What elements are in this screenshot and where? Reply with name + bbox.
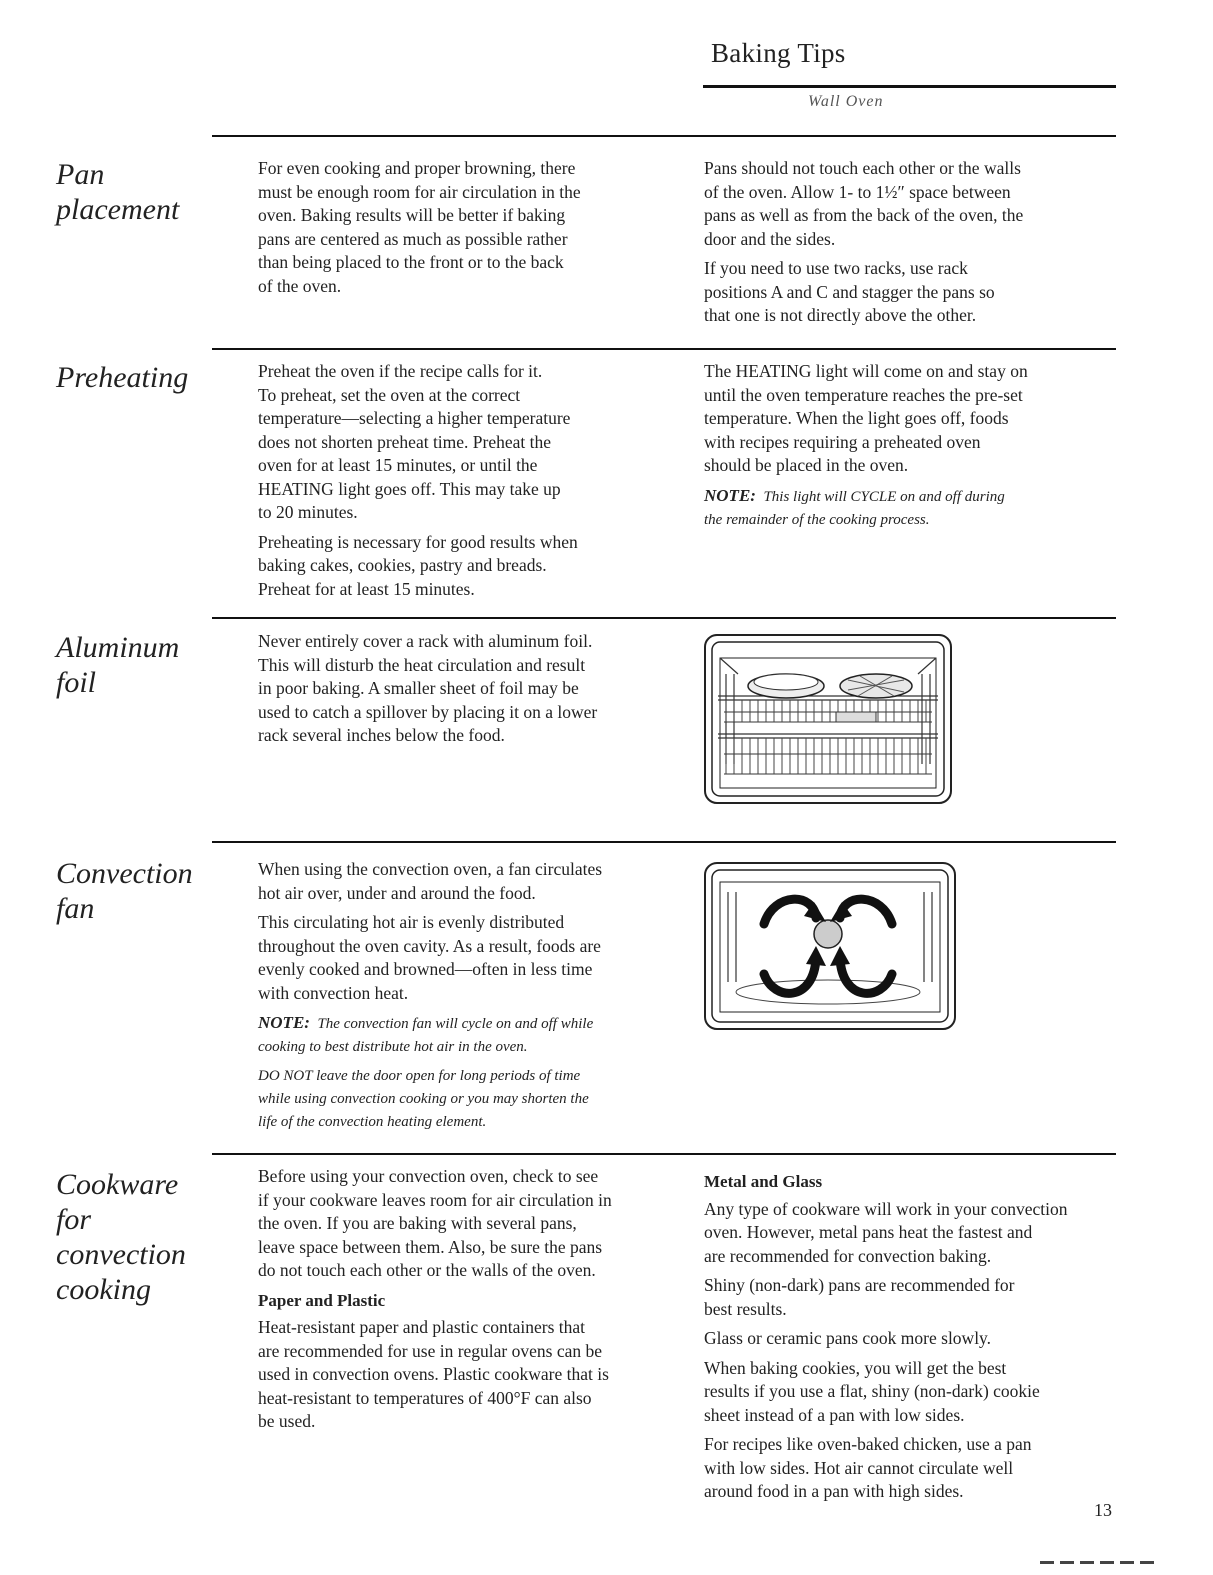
text-line: positions A and C and stagger the pans so bbox=[704, 281, 995, 302]
section-divider bbox=[212, 1153, 1116, 1155]
cookware-right bbox=[704, 1168, 1068, 1510]
heading-pan-placement bbox=[56, 157, 179, 227]
text-line: This will disturb the heat circulation and result bbox=[258, 654, 586, 675]
page-title: Baking Tips bbox=[711, 38, 846, 68]
text-line: if your cookware leaves room for air circulation in bbox=[258, 1189, 612, 1210]
page-subtitle: Wall Oven bbox=[808, 93, 884, 110]
text-line: life of the convection heating element. bbox=[258, 1114, 487, 1130]
heading-aluminum-foil bbox=[56, 630, 179, 700]
text-line: If you need to use two racks, use rack bbox=[704, 258, 968, 278]
metal-glass-heading: Metal and Glass bbox=[704, 1172, 823, 1191]
text-line: For even cooking and proper browning, there bbox=[258, 158, 576, 178]
text-line: Shiny (non-dark) pans are recommended for bbox=[704, 1275, 1015, 1295]
paragraph bbox=[704, 1274, 1068, 1321]
heading-line: for bbox=[56, 1203, 92, 1236]
warning-label: DO NOT bbox=[258, 1068, 313, 1084]
heading-preheating bbox=[56, 360, 188, 395]
text-line: temperature. When the light goes off, foods bbox=[704, 408, 1009, 428]
text-line: should be placed in the oven. bbox=[704, 455, 909, 475]
text-line: Never entirely cover a rack with aluminum foil. bbox=[258, 631, 593, 651]
paragraph bbox=[704, 1357, 1068, 1428]
text-line: heat-resistant to temperatures of 400°F can also bbox=[258, 1387, 592, 1408]
warning-text: leave the door open for long periods of time bbox=[316, 1068, 581, 1084]
paragraph bbox=[258, 1316, 612, 1434]
text-line: Pans should not touch each other or the walls bbox=[704, 158, 1021, 178]
text-line: Before using your convection oven, check to see bbox=[258, 1166, 599, 1186]
preheating-note bbox=[704, 484, 1028, 532]
oven-racks-pies-illustration bbox=[704, 634, 952, 804]
paragraph bbox=[704, 360, 1028, 478]
preheating-left bbox=[258, 360, 578, 607]
text-line: with low sides. Hot air cannot circulate well bbox=[704, 1457, 1014, 1478]
text-line: throughout the oven cavity. As a result, foods are bbox=[258, 935, 601, 956]
heading-line: Cookware bbox=[56, 1168, 179, 1201]
note-text: The convection fan will cycle on and off while bbox=[317, 1016, 594, 1032]
note-text: This light will CYCLE on and off during bbox=[763, 488, 1005, 505]
text-line: pans as well as from the back of the oven, the bbox=[704, 205, 1024, 225]
text-line: with recipes requiring a preheated oven bbox=[704, 431, 981, 452]
text-line bbox=[258, 1011, 602, 1036]
heading-line: cooking bbox=[56, 1273, 151, 1306]
text-line: cooking to best distribute hot air in the oven. bbox=[258, 1039, 528, 1055]
text-line: the oven. If you are baking with several pans, bbox=[258, 1213, 577, 1233]
scan-marks bbox=[1040, 1561, 1160, 1564]
text-line: used to catch a spillover by placing it on a lower bbox=[258, 701, 598, 722]
paragraph bbox=[704, 257, 1023, 328]
paragraph bbox=[704, 1198, 1068, 1269]
text-line: pans are centered as much as possible rather bbox=[258, 228, 568, 249]
text-line: HEATING light goes off. This may take up bbox=[258, 478, 561, 499]
text-line bbox=[704, 484, 1028, 509]
page-number: 13 bbox=[1094, 1500, 1112, 1520]
convection-fan-text bbox=[258, 858, 602, 1140]
heading-line: Convection bbox=[56, 857, 193, 890]
text-line: leave space between them. Also, be sure the pans bbox=[258, 1236, 603, 1257]
paper-plastic-heading: Paper and Plastic bbox=[258, 1290, 386, 1310]
text-line: in poor baking. A smaller sheet of foil may be bbox=[258, 678, 579, 698]
paragraph bbox=[704, 1327, 1068, 1351]
text-line: door and the sides. bbox=[704, 228, 836, 249]
text-line: Preheating is necessary for good results when bbox=[258, 531, 578, 552]
text-line: The HEATING light will come on and stay on bbox=[704, 361, 1028, 381]
section-divider bbox=[212, 348, 1116, 350]
heading-line: Pan bbox=[56, 158, 105, 191]
section-divider bbox=[212, 135, 1116, 137]
note-label: NOTE: bbox=[704, 485, 756, 505]
text-line: Preheat for at least 15 minutes. bbox=[258, 578, 475, 599]
text-line: Heat-resistant paper and plastic containers that bbox=[258, 1317, 586, 1337]
heading-line: Aluminum bbox=[56, 631, 180, 664]
text-line: with convection heat. bbox=[258, 982, 409, 1003]
text-line: rack several inches below the food. bbox=[258, 725, 505, 745]
text-line: does not shorten preheat time. Preheat the bbox=[258, 431, 552, 452]
text-line: the remainder of the cooking process. bbox=[704, 511, 930, 528]
text-line: of the oven. bbox=[258, 275, 342, 296]
text-line: results if you use a flat, shiny (non-dark) cookie bbox=[704, 1381, 1040, 1401]
paragraph bbox=[258, 858, 602, 905]
heading-line: foil bbox=[56, 666, 97, 699]
text-line: around food in a pan with high sides. bbox=[704, 1481, 964, 1501]
text-line: are recommended for convection baking. bbox=[704, 1245, 992, 1266]
paragraph bbox=[258, 531, 578, 602]
paragraph bbox=[258, 360, 578, 525]
text-line: temperature—selecting a higher temperature bbox=[258, 408, 571, 428]
preheating-right bbox=[704, 360, 1028, 538]
text-line bbox=[258, 1065, 602, 1088]
text-line: do not touch each other or the walls of the oven. bbox=[258, 1260, 596, 1280]
heading-line: fan bbox=[56, 892, 95, 925]
text-line: be used. bbox=[258, 1411, 316, 1431]
text-line: To preheat, set the oven at the correct bbox=[258, 384, 521, 405]
heading-cookware bbox=[56, 1167, 186, 1307]
pan-placement-left bbox=[258, 157, 581, 304]
text-line: to 20 minutes. bbox=[258, 502, 358, 522]
heading-line: Preheating bbox=[56, 361, 189, 394]
text-line: while using convection cooking or you may shorten the bbox=[258, 1091, 589, 1107]
text-line: must be enough room for air circulation in the bbox=[258, 181, 581, 202]
text-line: oven. Baking results will be better if baking bbox=[258, 205, 566, 225]
text-line: of the oven. Allow 1- to 1½″ space between bbox=[704, 181, 1011, 202]
text-line: For recipes like oven-baked chicken, use a pan bbox=[704, 1434, 1032, 1454]
paragraph bbox=[258, 1165, 612, 1283]
heading-line: convection bbox=[56, 1238, 186, 1271]
text-line: best results. bbox=[704, 1298, 787, 1319]
text-line: are recommended for use in regular ovens can be bbox=[258, 1340, 603, 1361]
heading-convection-fan bbox=[56, 856, 193, 926]
text-line: When baking cookies, you will get the best bbox=[704, 1357, 1007, 1378]
paragraph bbox=[704, 157, 1023, 251]
text-line: than being placed to the front or to the back bbox=[258, 252, 564, 272]
text-line: oven. However, metal pans heat the fastest and bbox=[704, 1222, 1033, 1242]
section-divider bbox=[212, 617, 1116, 619]
paragraph bbox=[258, 157, 581, 298]
convection-note bbox=[258, 1011, 602, 1059]
text-line: Preheat the oven if the recipe calls for it. bbox=[258, 361, 543, 381]
text-line: baking cakes, cookies, pastry and breads. bbox=[258, 555, 547, 575]
text-line: that one is not directly above the other. bbox=[704, 305, 977, 325]
paragraph bbox=[258, 630, 597, 748]
cookware-left bbox=[258, 1165, 612, 1440]
text-line: Any type of cookware will work in your convection bbox=[704, 1198, 1068, 1219]
text-line: When using the convection oven, a fan circulates bbox=[258, 859, 603, 879]
text-line: hot air over, under and around the food. bbox=[258, 882, 536, 903]
text-line: Glass or ceramic pans cook more slowly. bbox=[704, 1328, 992, 1348]
title-rule bbox=[703, 85, 1116, 88]
text-line: until the oven temperature reaches the pre-set bbox=[704, 384, 1023, 405]
pan-placement-right bbox=[704, 157, 1023, 334]
paragraph bbox=[704, 1433, 1068, 1504]
text-line: used in convection ovens. Plastic cookware that is bbox=[258, 1364, 609, 1384]
note-label: NOTE: bbox=[258, 1013, 310, 1032]
aluminum-foil-text bbox=[258, 630, 597, 754]
convection-fan-airflow-illustration bbox=[704, 862, 956, 1030]
text-line: oven for at least 15 minutes, or until the bbox=[258, 455, 538, 475]
section-divider bbox=[212, 841, 1116, 843]
text-line: This circulating hot air is evenly distributed bbox=[258, 912, 565, 932]
text-line: sheet instead of a pan with low sides. bbox=[704, 1404, 965, 1425]
paragraph bbox=[258, 911, 602, 1005]
heading-line: placement bbox=[56, 193, 180, 226]
convection-warning bbox=[258, 1065, 602, 1134]
text-line: evenly cooked and browned—often in less time bbox=[258, 959, 593, 979]
